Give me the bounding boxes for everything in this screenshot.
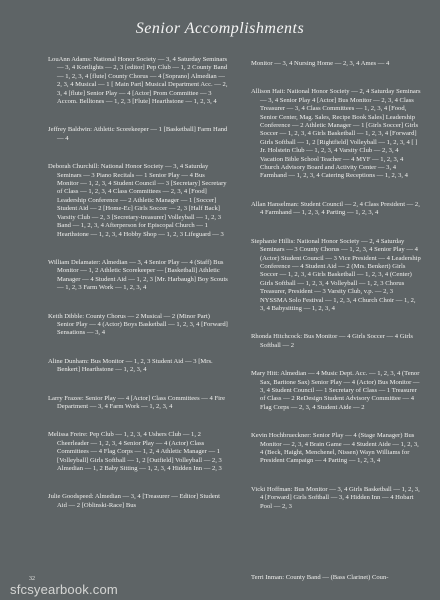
entry-paragraph: [48, 493, 228, 510]
entry-name: Keith Dibble:: [48, 312, 85, 320]
entry-paragraph: [251, 333, 421, 350]
accomplishment-entry: [48, 313, 228, 338]
entry-name: Kevin Hochbrueckner:: [251, 432, 312, 440]
entry-text: County Chorus — 2 Musical — 2 (Minor Part) Senior Play — 4 (Actor) Boys Basketball — 1, 2, 3, 4 [Forward] Sensations — 3, 4: [57, 312, 228, 337]
entry-text: National Honor Society — 2, 4 Saturday Seminars — 3, 4 Senior Play 4 [Actor] Bus Monitor — 2, 3, 4 Class Treasurer — 3, 4 Class Committees — 1, 2, 3, 4 [Food, Senior Center, Mag. Sales, Recipe Book Sales] Leadership Conference — 2 Athletic Manager — 1 [Girls Soccer] Girls Soccer — 1, 2, 3, 4 Girls Basketball — 1, 2, 3, 4 [Forward] Girls Softball — 1, 2 [Rightfield] Volleyball — 1, 2, 3, 4 [ ] Jr. Holstein Club — 1, 2, 3, 4 Varsity Club — 2, 3, 4 Vacation Bible School Teacher — 4 MYF — 1, 2, 3, 4 Church Advisory Board and Activity Center — 3, 4 Farmhand — 1, 2, 3, 4 Catering Receptions — 1, 2, 3, 4: [260, 88, 421, 180]
accomplishment-entry: [48, 126, 228, 143]
accomplishment-entry: [48, 493, 228, 510]
entry-text: Senior Play — 4 [Actor] Class Committees — 4 Fire Department — 3, 4 Farm Work — 1, 2, 3, 4: [57, 394, 226, 410]
left-column: [48, 56, 228, 530]
page-title: Senior Accomplishments: [135, 20, 305, 37]
entry-text: National Honor Society — 3, 4 Saturday Seminars — 3 Piano Recitals — 1 Senior Play — 4 Bus Monitor — 1, 2, 3, 4 Student Council — 3 [Secretary] Secretary of Class — 1, 2, 3, 4 Class Committees — 2, 3, 4 [Food] Leadership Conference — 2 Athletic Manager — 1 [Soccer] Student Aid — 2 [Home-Ec] Girls Soccer — 2, 3 [Half Back] Varsity Club — 2, 3 [Secretary-treasurer] Volleyball — 1, 2, 3 Band — 1, 2, 3, 4 Afterperson for Episcopal Church — 1 Hearthstone — 1, 2, 3, 4 Hobby Shop — 1, 2, 3 Lifeguard — 3: [57, 163, 227, 238]
entry-text: Almedian — 3, 4 [Treasurer — Editor] Student Aid — 2 [Oblinski-Race] Bus: [57, 493, 220, 509]
entry-name: Aline Dunham:: [48, 357, 89, 365]
entry-name: William Delamater:: [48, 258, 101, 266]
entry-name: LouAnn Adams:: [48, 56, 92, 63]
entry-name: Jeffrey Baldwin:: [48, 126, 93, 134]
entry-name: Allan Hanselman:: [251, 200, 299, 208]
page-number: 32: [29, 576, 35, 582]
entry-paragraph: [48, 126, 228, 143]
accomplishment-entry: [251, 88, 421, 180]
right-column: [251, 60, 421, 531]
entry-paragraph: [48, 259, 228, 293]
accomplishment-entry: [48, 431, 228, 473]
entry-text: National Honor Society — 2, 4 Saturday Seminars — 3 County Chorus — 1, 2, 3, 4 Senior Play — 4 (Actor) Student Council — 3 Vice President — 4 Leadership Conference — 4 Student Aid — 2 (Mrs. Benkert) Girls Soccer — 1, 2, 3, 4 Girls Basketball — 1, 2, 3, 4 (Center) Girls Softball — 1, 2, 3, 4 Volleyball — 1, 2, 3 Chorus Treasurer, President — 3 Varsity Club, v.p. — 2, 3 NYSSMA Solo Festival — 1, 2, 3, 4 Church Choir — 1, 2, 3, 4 Babysitting — 1, 2, 3, 4: [260, 237, 421, 312]
entry-text: Monitor — 3, 4 Nursing Home — 2, 3, 4 Ames — 4: [251, 60, 390, 67]
entry-name: Rhonda Hitchcock:: [251, 333, 303, 341]
entry-name: Deborah Churchill:: [48, 163, 100, 171]
entry-name: Vicki Hoffman:: [251, 485, 293, 493]
entry-text: Almedian — 4 Music Dept. Acc. — 1, 2, 3, 4 (Tenor Sax, Baritone Sax) Senior Play — 4 (Actor) Bus Monitor — 3, 4 Student Council — 1 Secretary of Class — 1 Treasurer of Class — 2 ReDesign Student Advisory Committee — 4 Flag Corps — 2, 3, 4 Student Aide — 2: [260, 370, 420, 411]
entry-text: Senior Play — 4 (Stage Manager) Bus Monitor — 2, 3, 4 Brain Game — 4 Student Aide — 1, 2, 3, 4 (Beck, Haight, Menchenel, Nissen) Wayn Williams for President Campaign — 4 Parting — 1, 2, 3, 4: [260, 432, 419, 465]
entry-name: Mary Hitt:: [251, 370, 280, 378]
bottom-right-entry: [251, 574, 426, 582]
entry-name: Allison Hait:: [251, 88, 286, 96]
accomplishment-entry: [251, 432, 421, 466]
entry-name: Terri Inman:: [251, 573, 285, 581]
entry-name: Melissa Freire:: [48, 431, 88, 439]
entry-paragraph: [251, 370, 421, 412]
entry-name: Stephanie Hillis:: [251, 237, 296, 245]
entry-text: Pep Club — 1, 2, 3, 4 Ushers Club — 1, 2 Cheerleader — 1, 2, 3, 4 Senior Play — 4 (Actor) Class Committees — 4 Flag Corps — 1, 2, 4 Athletic Manager — 1 [Volleyball] Girls Softball — 1, 2 [Outfield] Volleyball — 2, 3 Almedian — 1, 2 Baby Sitting — 1, 2, 3, 4 Hidden Inn — 2, 3: [57, 431, 222, 472]
entry-paragraph: [251, 60, 421, 68]
entry-text: National Honor Society — 3, 4 Saturday Seminars — 3, 4 Kortlights — 2, 3 [editor] Pep Club — 1, 2 County Band — 1, 2, 3, 4 [flute] County Chorus — 4 [Soprano] Almedian — 2, 3, 4 Musical — 1 [ Main Part] Musical Department Acc. — 2, 3, 4 [flute] Senior Play — 4 [Actor] Prom Committee — 3 Accom. Belltones — 1, 2, 3 [Flute] Hearthstone — 1, 2, 3, 4: [57, 56, 228, 106]
entry-paragraph: [48, 313, 228, 338]
accomplishment-entry: [251, 370, 421, 412]
entry-name: Larry Frazee:: [48, 394, 84, 402]
accomplishment-entry: [48, 259, 228, 293]
accomplishment-entry: [251, 201, 421, 218]
accomplishment-entry: [251, 333, 421, 350]
entry-text: County Band — (Bass Clarinet) Coun-: [285, 573, 389, 581]
entry-paragraph: [251, 486, 421, 511]
accomplishment-entry: [251, 486, 421, 511]
entry-paragraph: [251, 432, 421, 466]
entry-paragraph: [48, 358, 228, 375]
watermark: sfcsyearbook.com: [10, 582, 118, 597]
entry-paragraph: [251, 238, 421, 314]
accomplishment-entry: [48, 358, 228, 375]
entry-paragraph: [251, 201, 421, 218]
entry-paragraph: [48, 431, 228, 473]
entry-text: Bus Monitor — 4 Girls Soccer — 4 Girls Softball — 2: [260, 333, 413, 349]
entry-paragraph: [48, 56, 228, 106]
accomplishment-entry: [48, 163, 228, 239]
entry-text: Student Council — 2, 4 Class President — 2, 4 Farmhand — 1, 2, 3, 4 Parting — 1, 2, 3, 4: [260, 200, 420, 217]
entry-paragraph: [48, 163, 228, 239]
entry-paragraph: [48, 395, 228, 412]
entry-paragraph: [251, 88, 421, 180]
entry-name: Julie Goodspeed:: [48, 493, 94, 501]
accomplishment-entry: [48, 395, 228, 412]
accomplishment-entry: [251, 238, 421, 314]
entry-text: Athletic Scorekeeper — 1 [Basketball] Farm Hand — 4: [57, 126, 228, 142]
entry-text: Bus Monitor — 1, 2, 3 Student Aid — 3 [Mrs. Benkert] Hearthstone — 1, 2, 3, 4: [57, 357, 213, 374]
entry-text: Almedian — 3, 4 Senior Play — 4 (Staff) Bus Monitor — 1, 2 Athletic Scorekeeper — [Basketball] Athletic Manager — 4 Student Aid — 1, 2, 3 [Mr. Harbaugh] Boy Scouts — 1, 2, 3 Farm Work — 1, 2, 3, 4: [57, 258, 228, 292]
accomplishment-entry: [251, 60, 421, 68]
accomplishment-entry: [48, 56, 228, 106]
entry-text: Bus Monitor — 3, 4 Girls Basketball — 1, 2, 3, 4 [Forward] Girls Softball — 3, 4 Hidden Inn — 4 Hobart Pool — 2, 3: [260, 485, 420, 510]
